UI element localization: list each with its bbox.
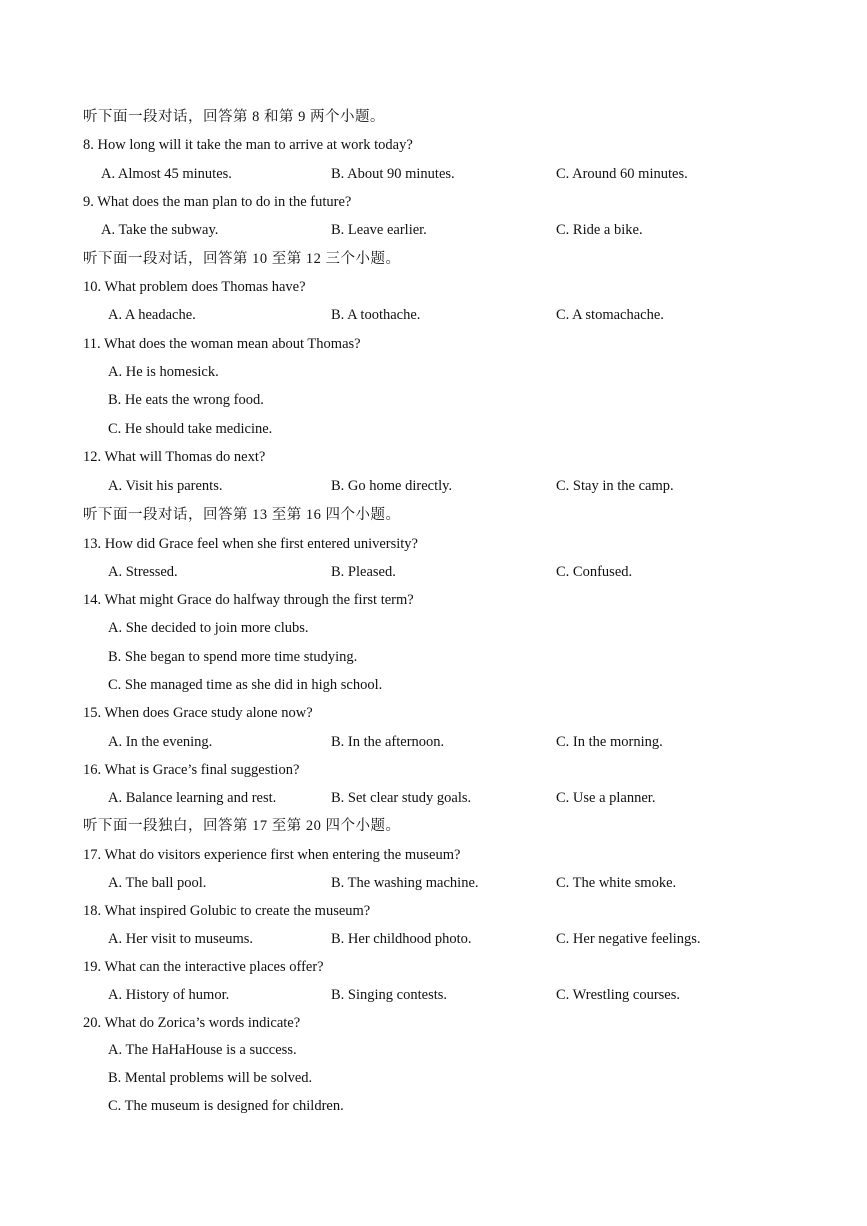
section-heading-8-9: 听下面一段对话，回答第 8 和第 9 两个小题。	[83, 109, 385, 125]
question-19-stem: 19. What can the interactive places offer?	[83, 959, 324, 975]
question-10-option-a: A. A headache.	[108, 307, 196, 323]
question-9-option-a: A. Take the subway.	[101, 222, 219, 238]
question-17-option-a: A. The ball pool.	[108, 875, 207, 891]
question-16-stem: 16. What is Grace’s final suggestion?	[83, 762, 300, 778]
question-18-option-c: C. Her negative feelings.	[556, 931, 701, 947]
question-13-option-c: C. Confused.	[556, 564, 633, 580]
question-17-option-b: B. The washing machine.	[331, 875, 479, 891]
question-20-option-a: A. The HaHaHouse is a success.	[108, 1042, 297, 1058]
question-19-option-a: A. History of humor.	[108, 987, 230, 1003]
question-15-option-a: A. In the evening.	[108, 734, 213, 750]
section-heading-13-16: 听下面一段对话，回答第 13 至第 16 四个小题。	[83, 507, 401, 523]
section-heading-17-20: 听下面一段独白，回答第 17 至第 20 四个小题。	[83, 818, 401, 834]
question-13-option-a: A. Stressed.	[108, 564, 178, 580]
question-10-stem: 10. What problem does Thomas have?	[83, 279, 306, 295]
question-14-option-b: B. She began to spend more time studying.	[108, 649, 358, 665]
question-8-option-b: B. About 90 minutes.	[331, 166, 455, 182]
question-17-stem: 17. What do visitors experience first when entering the museum?	[83, 847, 461, 863]
question-19-option-b: B. Singing contests.	[331, 987, 448, 1003]
question-16-option-c: C. Use a planner.	[556, 790, 656, 806]
question-9-stem: 9. What does the man plan to do in the future?	[83, 194, 352, 210]
question-15-stem: 15. When does Grace study alone now?	[83, 705, 313, 721]
question-15-option-c: C. In the morning.	[556, 734, 663, 750]
question-18-option-b: B. Her childhood photo.	[331, 931, 472, 947]
question-13-option-b: B. Pleased.	[331, 564, 396, 580]
question-15-option-b: B. In the afternoon.	[331, 734, 445, 750]
question-12-stem: 12. What will Thomas do next?	[83, 449, 266, 465]
question-8-stem: 8. How long will it take the man to arrive at work today?	[83, 137, 413, 153]
question-16-option-b: B. Set clear study goals.	[331, 790, 472, 806]
question-14-option-c: C. She managed time as she did in high school.	[108, 677, 383, 693]
question-20-stem: 20. What do Zorica’s words indicate?	[83, 1015, 301, 1031]
question-8-option-c: C. Around 60 minutes.	[556, 166, 688, 182]
question-18-option-a: A. Her visit to museums.	[108, 931, 253, 947]
question-12-option-c: C. Stay in the camp.	[556, 478, 674, 494]
question-20-option-c: C. The museum is designed for children.	[108, 1098, 344, 1114]
question-10-option-c: C. A stomachache.	[556, 307, 664, 323]
section-heading-10-12: 听下面一段对话，回答第 10 至第 12 三个小题。	[83, 251, 401, 267]
question-14-stem: 14. What might Grace do halfway through the first term?	[83, 592, 414, 608]
question-13-stem: 13. How did Grace feel when she first entered university?	[83, 536, 418, 552]
question-9-option-b: B. Leave earlier.	[331, 222, 427, 238]
question-12-option-a: A. Visit his parents.	[108, 478, 223, 494]
question-11-option-c: C. He should take medicine.	[108, 421, 273, 437]
question-19-option-c: C. Wrestling courses.	[556, 987, 680, 1003]
question-20-option-b: B. Mental problems will be solved.	[108, 1070, 313, 1086]
question-16-option-a: A. Balance learning and rest.	[108, 790, 277, 806]
question-18-stem: 18. What inspired Golubic to create the museum?	[83, 903, 371, 919]
question-11-option-b: B. He eats the wrong food.	[108, 392, 264, 408]
question-11-option-a: A. He is homesick.	[108, 364, 219, 380]
question-10-option-b: B. A toothache.	[331, 307, 421, 323]
question-17-option-c: C. The white smoke.	[556, 875, 677, 891]
question-14-option-a: A. She decided to join more clubs.	[108, 620, 309, 636]
question-11-stem: 11. What does the woman mean about Thomas?	[83, 336, 361, 352]
question-8-option-a: A. Almost 45 minutes.	[101, 166, 232, 182]
question-9-option-c: C. Ride a bike.	[556, 222, 643, 238]
question-12-option-b: B. Go home directly.	[331, 478, 453, 494]
